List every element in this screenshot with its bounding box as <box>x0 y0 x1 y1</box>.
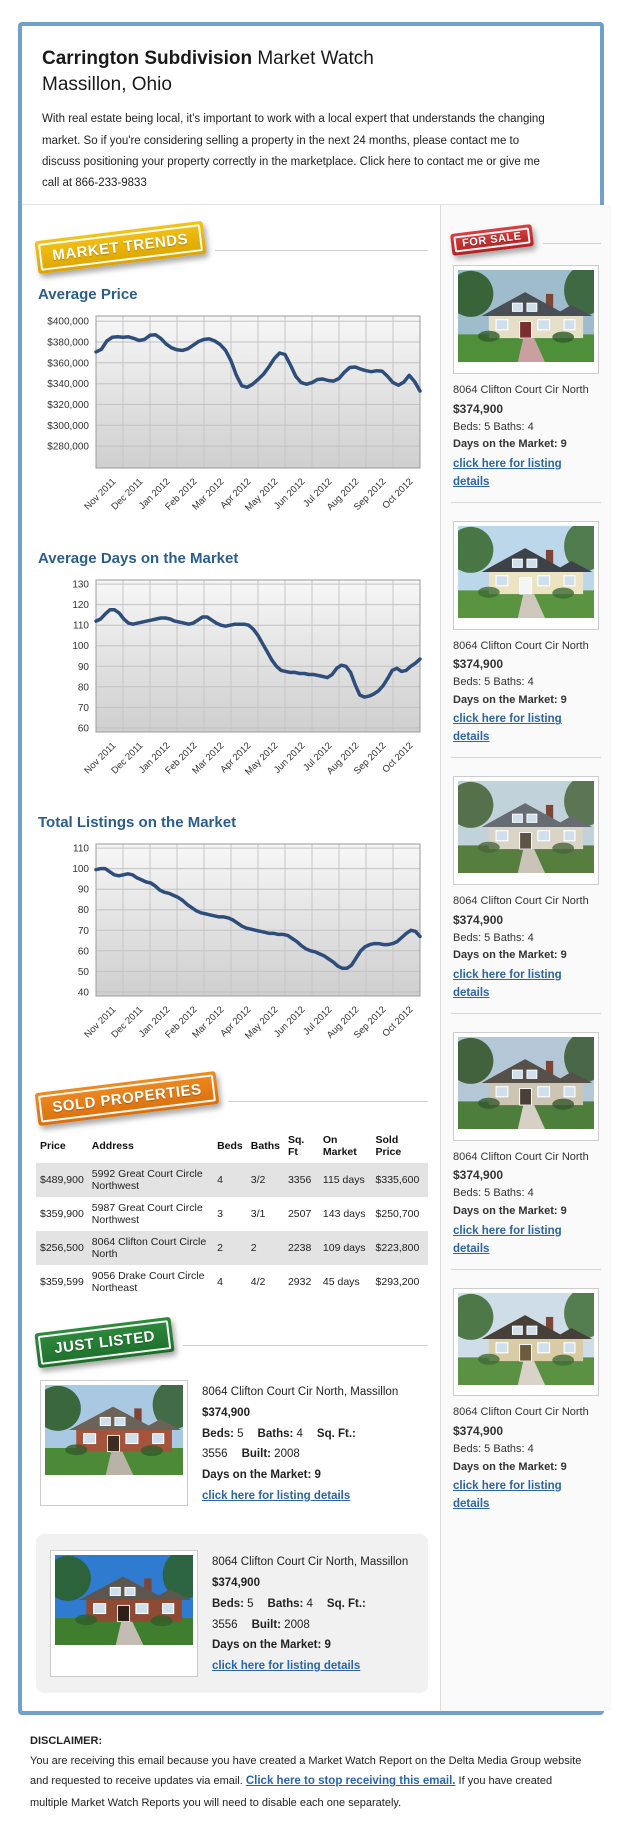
svg-text:80: 80 <box>77 682 89 694</box>
svg-text:Feb 2012: Feb 2012 <box>163 1004 200 1041</box>
svg-text:90: 90 <box>77 662 89 674</box>
table-cell: 9056 Drake Court Circle Northeast <box>91 1270 205 1295</box>
unsubscribe-link[interactable]: Click here to stop receiving this email. <box>245 1775 456 1788</box>
listing-days-on-market: Days on the Market: 9 <box>453 1460 567 1473</box>
table-cell: $293,200 <box>375 1276 420 1289</box>
table-header-row <box>36 1129 428 1163</box>
listing-days-on-market: Days on the Market: 9 <box>453 949 567 962</box>
svg-text:Sep 2012: Sep 2012 <box>351 476 389 514</box>
listing-beds-baths: Beds: 5 Baths: 4 <box>453 931 534 944</box>
listing-price: $374,900 <box>212 1577 260 1590</box>
table-cell: 3 <box>217 1208 223 1221</box>
listing-spec: Sq. Ft.: 3556 <box>212 1597 366 1631</box>
table-cell: 2507 <box>287 1208 312 1221</box>
column-header: On Market <box>322 1134 357 1159</box>
svg-text:Dec 2011: Dec 2011 <box>109 1004 146 1041</box>
table-cell: 45 days <box>322 1276 360 1289</box>
listing-details-link[interactable]: click here for listing details <box>453 1480 562 1511</box>
svg-text:50: 50 <box>77 967 89 979</box>
table-cell: 109 days <box>322 1242 366 1255</box>
intro-text: With real estate being local, it's important to work with a local expert that understands the changing market. So if you're considering selling a property in the next 24 months, please contact me to discuss positioning your property correctly in the marketplace. Click here to contact me or give me call at 866-233-9833 <box>42 113 545 190</box>
for-sale-badge: FOR SALE <box>450 224 534 256</box>
for-sale-listing <box>451 513 601 759</box>
just-listed-header <box>36 1325 428 1360</box>
listing-spec: Baths: 4 <box>267 1597 313 1610</box>
svg-text:60: 60 <box>77 723 89 735</box>
svg-text:$340,000: $340,000 <box>47 379 89 391</box>
disclaimer-text <box>30 1751 590 1813</box>
table-row <box>36 1197 428 1231</box>
listing-beds-baths: Beds: 5 Baths: 4 <box>453 420 534 433</box>
svg-text:70: 70 <box>77 703 89 715</box>
listing-address: 8064 Clifton Court Cir North <box>453 895 589 908</box>
report-type: Market Watch <box>252 48 374 69</box>
svg-text:Nov 2011: Nov 2011 <box>82 1004 119 1041</box>
svg-text:Apr 2012: Apr 2012 <box>218 476 254 512</box>
table-cell: 3/2 <box>250 1174 266 1187</box>
svg-text:Jul 2012: Jul 2012 <box>301 476 335 510</box>
table-cell: 2 <box>250 1242 257 1255</box>
listing-details-link[interactable]: click here for listing details <box>212 1659 361 1672</box>
table-cell: $489,900 <box>40 1174 84 1187</box>
svg-text:Aug 2012: Aug 2012 <box>324 740 362 778</box>
column-header: Sq. Ft <box>287 1134 305 1159</box>
svg-text:Jan 2012: Jan 2012 <box>136 740 173 777</box>
listing-photo <box>50 1550 198 1676</box>
divider-line <box>543 243 601 244</box>
listing-spec: Baths: 4 <box>257 1427 303 1440</box>
divider-line <box>228 1101 428 1102</box>
svg-text:$400,000: $400,000 <box>47 317 89 329</box>
chart-title-total-listings: Total Listings on the Market <box>38 814 237 832</box>
page-title <box>42 46 578 97</box>
listing-beds-baths: Beds: 5 Baths: 4 <box>453 1187 534 1200</box>
listing-specs <box>212 1594 414 1635</box>
svg-text:Dec 2011: Dec 2011 <box>109 476 146 513</box>
for-sale-sidebar <box>440 205 611 1710</box>
svg-text:120: 120 <box>72 600 89 612</box>
listing-details-link[interactable]: click here for listing details <box>202 1489 351 1502</box>
svg-text:40: 40 <box>77 987 89 999</box>
table-cell: 4 <box>217 1174 223 1187</box>
table-row <box>36 1163 428 1197</box>
listing-price: $374,900 <box>453 1168 504 1183</box>
table-cell: 2238 <box>287 1242 312 1255</box>
column-header: Address <box>91 1140 134 1153</box>
for-sale-listing <box>451 768 601 1014</box>
listing-spec: Beds: 5 <box>212 1597 254 1610</box>
listing-details-link[interactable]: click here for listing details <box>453 1224 562 1255</box>
listing-price: $374,900 <box>202 1407 250 1420</box>
svg-text:Oct 2012: Oct 2012 <box>380 476 416 512</box>
svg-text:Jun 2012: Jun 2012 <box>271 1004 308 1041</box>
svg-text:70: 70 <box>77 926 89 938</box>
table-row <box>36 1231 428 1265</box>
report-name: Carrington Subdivision <box>42 48 253 69</box>
main-column <box>22 205 440 1710</box>
table-cell: 115 days <box>322 1174 365 1187</box>
disclaimer-heading: DISCLAIMER: <box>30 1734 103 1747</box>
column-header: Beds <box>217 1140 243 1153</box>
listing-photo <box>453 1288 599 1397</box>
table-cell: $256,500 <box>40 1242 84 1255</box>
divider-line <box>183 1345 428 1346</box>
svg-text:Jul 2012: Jul 2012 <box>301 1004 335 1038</box>
table-row <box>36 1265 428 1299</box>
divider-line <box>215 250 429 251</box>
column-header: Price <box>40 1140 66 1153</box>
svg-text:Mar 2012: Mar 2012 <box>190 476 227 513</box>
svg-text:Jun 2012: Jun 2012 <box>271 476 308 513</box>
listing-days-on-market: Days on the Market: 9 <box>453 1205 567 1217</box>
listing-days-on-market: Days on the Market: 9 <box>202 1469 321 1482</box>
email-header <box>22 26 600 205</box>
svg-text:90: 90 <box>77 885 89 897</box>
listing-address: 8064 Clifton Court Cir North <box>453 639 589 652</box>
sold-properties-table <box>36 1129 428 1299</box>
listing-beds-baths: Beds: 5 Baths: 4 <box>453 676 534 689</box>
listing-days-on-market: Days on the Market: 9 <box>453 693 567 706</box>
listing-address: 8064 Clifton Court Cir North <box>453 1150 589 1163</box>
for-sale-header <box>451 229 601 251</box>
table-cell: $359,900 <box>40 1208 84 1221</box>
svg-text:Aug 2012: Aug 2012 <box>324 1004 362 1042</box>
for-sale-listing <box>451 257 601 503</box>
just-listed-card <box>36 1534 428 1692</box>
for-sale-list <box>451 257 601 1524</box>
svg-text:60: 60 <box>77 946 89 958</box>
svg-text:Oct 2012: Oct 2012 <box>380 740 416 776</box>
market-trends-badge: MARKET TRENDS <box>35 221 206 274</box>
svg-text:Jan 2012: Jan 2012 <box>136 1004 173 1041</box>
table-cell: $250,700 <box>375 1208 420 1221</box>
svg-text:$360,000: $360,000 <box>47 358 89 370</box>
total-listings-chart <box>36 839 428 1056</box>
listing-price: $374,900 <box>453 401 504 416</box>
svg-text:Jul 2012: Jul 2012 <box>301 740 335 774</box>
email-frame <box>18 22 604 1715</box>
listing-spec: Beds: 5 <box>202 1427 244 1440</box>
table-cell: 4/2 <box>250 1276 266 1289</box>
report-city: Massillon, Ohio <box>42 73 172 95</box>
average-price-chart <box>36 311 428 528</box>
listing-spec: Built: 2008 <box>241 1448 300 1461</box>
svg-text:Mar 2012: Mar 2012 <box>190 740 227 777</box>
table-cell: 5992 Great Court Circle Northwest <box>91 1168 203 1193</box>
listing-address: 8064 Clifton Court Cir North <box>453 383 589 396</box>
for-sale-listing <box>451 1280 601 1525</box>
listing-days-on-market: Days on the Market: 9 <box>212 1639 331 1652</box>
svg-text:Oct 2012: Oct 2012 <box>380 1004 416 1040</box>
listing-address: 8064 Clifton Court Cir North, Massillon <box>202 1386 399 1399</box>
listing-address: 8064 Clifton Court Cir North, Massillon <box>212 1556 409 1569</box>
svg-text:May 2012: May 2012 <box>243 740 281 778</box>
listing-photo <box>453 1032 599 1141</box>
listing-address: 8064 Clifton Court Cir North <box>453 1406 589 1419</box>
just-listed-list <box>36 1366 428 1692</box>
disclaimer <box>30 1731 590 1813</box>
listing-details-link[interactable]: click here for listing details <box>453 713 562 744</box>
column-header: Sold Price <box>375 1134 402 1159</box>
listing-photo <box>453 265 599 374</box>
svg-text:Nov 2011: Nov 2011 <box>82 476 119 513</box>
svg-text:Aug 2012: Aug 2012 <box>324 476 362 514</box>
table-cell: 4 <box>217 1276 223 1289</box>
svg-text:Sep 2012: Sep 2012 <box>351 740 389 778</box>
svg-text:$280,000: $280,000 <box>47 441 89 453</box>
svg-text:130: 130 <box>72 579 89 591</box>
chart-title-average-price: Average Price <box>38 286 138 304</box>
listing-details-link[interactable]: click here for listing details <box>453 457 562 488</box>
table-cell: 3356 <box>287 1174 312 1187</box>
content <box>22 205 600 1710</box>
market-trends-header <box>36 231 428 264</box>
listing-spec: Built: 2008 <box>251 1618 310 1631</box>
average-days-chart <box>36 575 428 792</box>
svg-text:Apr 2012: Apr 2012 <box>218 740 254 776</box>
listing-specs <box>202 1424 424 1465</box>
svg-text:110: 110 <box>73 843 89 855</box>
listing-beds-baths: Beds: 5 Baths: 4 <box>453 1442 534 1455</box>
just-listed-card <box>36 1366 428 1520</box>
listing-price: $374,900 <box>453 1423 504 1438</box>
listing-price: $374,900 <box>453 657 504 672</box>
disclaimer-text-before: You are receiving this email because you have created a Market Watch Report on the Delta Media Group website and requested to receive updates via email. <box>30 1754 582 1788</box>
listing-photo <box>453 776 599 885</box>
listing-details-link[interactable]: click here for listing details <box>453 969 562 1000</box>
svg-text:Feb 2012: Feb 2012 <box>163 740 200 777</box>
svg-text:Apr 2012: Apr 2012 <box>218 1004 254 1040</box>
table-cell: 5987 Great Court Circle Northwest <box>91 1202 203 1227</box>
svg-text:80: 80 <box>77 905 89 917</box>
table-cell: 2 <box>217 1242 223 1255</box>
svg-text:Jan 2012: Jan 2012 <box>136 476 173 513</box>
svg-text:Mar 2012: Mar 2012 <box>190 1004 227 1041</box>
listing-photo <box>453 521 599 630</box>
just-listed-badge: JUST LISTED <box>34 1317 175 1368</box>
listing-days-on-market: Days on the Market: 9 <box>453 438 567 451</box>
disclaimer-text-after: If you have created multiple Market Watch Reports you will need to disable each one separately. <box>30 1775 553 1809</box>
svg-text:$320,000: $320,000 <box>47 400 89 412</box>
svg-text:Nov 2011: Nov 2011 <box>82 740 119 777</box>
sold-properties-badge: SOLD PROPERTIES <box>35 1071 220 1126</box>
svg-text:$300,000: $300,000 <box>47 421 89 433</box>
svg-text:Feb 2012: Feb 2012 <box>163 476 200 513</box>
svg-text:Sep 2012: Sep 2012 <box>351 1004 389 1042</box>
table-cell: $359,599 <box>40 1276 84 1289</box>
listing-price: $374,900 <box>453 912 504 927</box>
table-cell: 8064 Clifton Court Circle North <box>91 1236 207 1261</box>
chart-title-average-days: Average Days on the Market <box>38 550 239 568</box>
svg-text:May 2012: May 2012 <box>243 1004 281 1042</box>
table-cell: 143 days <box>322 1208 366 1221</box>
for-sale-listing <box>451 1024 601 1270</box>
listing-spec: Sq. Ft.: 3556 <box>202 1427 356 1461</box>
svg-text:100: 100 <box>72 864 89 876</box>
listing-photo <box>40 1380 188 1506</box>
table-cell: 2932 <box>287 1276 312 1289</box>
column-header: Baths <box>250 1140 280 1153</box>
sold-properties-header <box>36 1082 428 1115</box>
table-cell: $223,800 <box>375 1242 420 1255</box>
svg-text:Dec 2011: Dec 2011 <box>109 740 146 777</box>
table-cell: $335,600 <box>375 1174 420 1187</box>
svg-text:100: 100 <box>72 641 89 653</box>
table-cell: 3/1 <box>250 1208 266 1221</box>
svg-text:110: 110 <box>73 621 89 633</box>
svg-text:$380,000: $380,000 <box>47 337 89 349</box>
svg-text:May 2012: May 2012 <box>243 476 281 514</box>
svg-text:Jun 2012: Jun 2012 <box>271 740 308 777</box>
